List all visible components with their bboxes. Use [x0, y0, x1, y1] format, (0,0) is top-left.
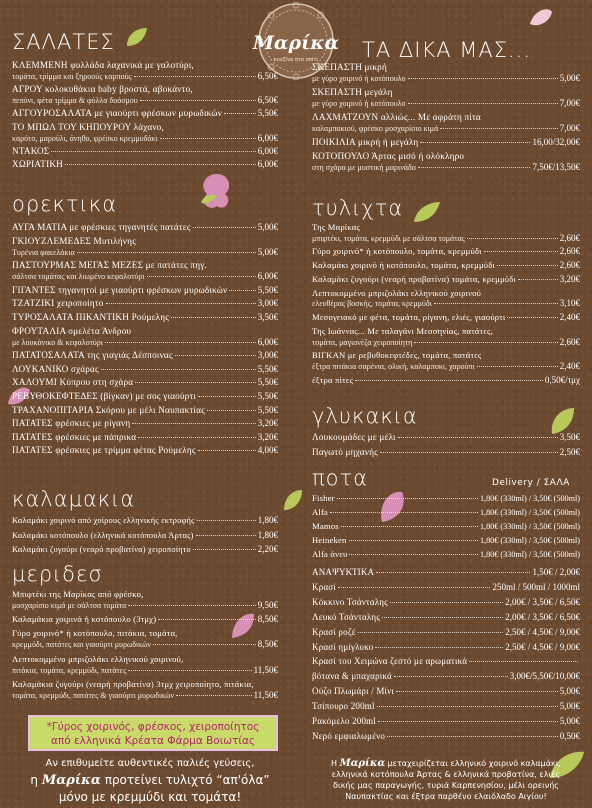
- menu-item-desc: καλαμποκιού, φρέσκο μοσχαρίσιο κιμά: [312, 124, 439, 133]
- menu-item: [12, 544, 278, 555]
- menu-item-price: 2,40€: [559, 312, 580, 323]
- menu-item-price: 4,00€: [257, 445, 278, 456]
- menu-item: [312, 507, 580, 519]
- menu-item-name: ΒΙΓΚΑΝ με ρεβυθοκεφτέδες, τομάτα, πατάτες: [312, 350, 482, 361]
- menu-item-price: 5,50€: [257, 284, 278, 295]
- menu-item: [12, 654, 278, 676]
- menu-item: [312, 597, 580, 609]
- menu-item: [12, 614, 278, 625]
- section-title-glykakia: γλυκακια: [312, 404, 418, 428]
- menu-item-price: 16,00/32,00€: [532, 137, 580, 147]
- menu-item-name: Κρασί του Χειμώνα ζεστό με αρωματικά: [312, 656, 468, 667]
- menu-item: [312, 246, 580, 257]
- menu-item-name: Λευκό Τσάνταλης: [312, 611, 381, 622]
- menu-item: [312, 447, 580, 458]
- menu-item: [12, 364, 278, 375]
- logo-tagline: κουζίνα στο σπίτι: [273, 57, 319, 63]
- menu-item-price: 2,20€: [257, 544, 278, 555]
- menu-item-price: 6,50€: [257, 71, 278, 81]
- menu-item: [312, 151, 580, 173]
- menu-item-price: 6,00€: [257, 271, 278, 282]
- menu-item: [312, 312, 580, 323]
- menu-item-price: 9,50€: [257, 600, 278, 610]
- menu-item-name: ΑΓΓΟΥΡΟΣΑΛΑΤΑ με γιαούρτι φρέσκων μυρωδικών: [12, 108, 222, 119]
- menu-item-price: 3,00€: [257, 298, 278, 309]
- menu-item-name: ΤΥΡΟΣΑΛΑΤΑ ΠΙΚΑΝΤΙΚΗ Ρούμελης: [12, 312, 170, 322]
- menu-item-name: Νερό εμφιαλωμένο: [312, 730, 386, 741]
- menu-item-price: 5,00€: [559, 686, 580, 697]
- menu-item-name: ΤΖΑΤΖΙΚΙ χειροποίητο: [12, 298, 104, 309]
- menu-item-name: Της Μαρίκας: [312, 222, 361, 232]
- menu-item-price: 3,10€: [559, 298, 580, 309]
- menu-item-price: 6,00€: [257, 145, 278, 156]
- section-title-orektika: ορεκτικα: [12, 192, 118, 216]
- menu-item: [12, 445, 278, 456]
- menu-item-name: Μπιφτέκι της Μαρίκας από φρέσκο,: [12, 589, 144, 599]
- menu-item-desc: κρεμμύδι, πατάτες και γιαούρτι μυρωδικών: [12, 640, 151, 650]
- menu-item: [312, 521, 580, 533]
- menu-item-name: Alfa άνευ: [312, 549, 348, 559]
- menu-item-price: 6,00€: [257, 132, 278, 143]
- menu-item-price: 3,50€: [257, 312, 278, 322]
- menu-item: [312, 535, 580, 547]
- footer-left-line-2: [20, 772, 280, 789]
- menu-item-price: 3,20€: [257, 418, 278, 429]
- leaf-icon: [412, 200, 442, 224]
- menu-item: [312, 493, 580, 505]
- menu-item-name: Ούζο Πλωμάρι / Μίνι: [312, 686, 395, 697]
- menu-item-name: Fisher: [312, 493, 335, 503]
- menu-item-price: 1,80€: [257, 529, 278, 540]
- menu-item-price: 2,50€ / 4,50€ / 9,00€: [505, 641, 580, 652]
- menu-item-price: 250ml / 500ml / 1000ml: [492, 581, 580, 592]
- menu-item-name: ΝΤΑΚΟΣ: [12, 145, 50, 156]
- menu-item-name: ΠΑΤΑΤΕΣ φρέσκιες με πάπρικα: [12, 431, 137, 442]
- menu-item-price: 3,20€: [257, 431, 278, 442]
- footer-right-note: [306, 758, 586, 802]
- menu-item: [312, 326, 580, 348]
- menu-item-desc: τομάτα, τρίμμα και ξηροούς καρπούς: [12, 72, 132, 81]
- menu-item-name: ΚΟΤΟΠΟΥΛΟ Άρτας μισό ή ολόκληρο: [312, 151, 465, 161]
- menu-item-price: 0,50€/τμχ: [544, 374, 580, 385]
- menu-item: [12, 236, 278, 258]
- menu-item-desc: στη σχάρα με μυστική μαρινάδα: [312, 163, 416, 172]
- menu-item-desc: με γύρο χοιρινό ή κοτόπουλο: [312, 99, 406, 108]
- menu-item: [312, 350, 580, 372]
- menu-item-desc: μοσχαρίσιο κιμά με σάλτσα τομάτα: [12, 601, 127, 610]
- menu-item-price: 5,50€: [257, 108, 278, 119]
- menu-item-name: ΑΥΓΑ ΜΑΤΙΑ με φρέσκιες τηγανητές πατάτες: [12, 222, 191, 232]
- menu-item-price: 1,80€ (330ml) / 3,50€ (500ml): [479, 550, 580, 559]
- menu-item-name: ΧΑΛΟΥΜΙ Κύπρου στη σχάρα: [12, 377, 134, 388]
- menu-item-name: Της Ιωάννας... Με ταλαγάνι Μεσσηνίας, πατάτες,: [312, 326, 493, 336]
- menu-item-name: ΛΟΥΚΑΝΙΚΟ σχάρας: [12, 363, 99, 374]
- menu-item-price: 6,00€: [257, 159, 278, 169]
- flower-icon: [195, 170, 239, 214]
- menu-item-name: Μεσογειακό με φέτα, τομάτα, ρίγανη, ελιές, γιαούρτι: [312, 312, 506, 323]
- menu-item-name: ΚΛΕΜΜΕΝΗ φυλλάδα λαχανικά με γαλοτύρι,: [12, 60, 194, 70]
- menu-item: [312, 567, 580, 579]
- menu-item-name: ΛΑΧΜΑΤΖΟΥΝ αλλιώς... Με αφράτη πίτα: [312, 112, 481, 122]
- menu-item-price: 2,60€: [559, 246, 580, 257]
- menu-item-name: Heineken: [312, 535, 347, 545]
- menu-item-name: Καλαμάκια χοιρινά ή κοτόπουλο (3τμχ): [12, 614, 157, 625]
- menu-item-price: 5,50€: [257, 377, 278, 388]
- menu-item-price: 7,50€/13,50€: [532, 162, 580, 172]
- menu-item-price: 1,80€: [257, 515, 278, 525]
- petal-icon: [528, 6, 554, 28]
- menu-item: [312, 701, 580, 713]
- menu-item-name: ΧΩΡΙΑΤΙΚΗ: [12, 159, 63, 169]
- menu-item-price: 3,00€/5,50€/10,00€: [509, 671, 580, 682]
- menu-item-price: 8,50€: [257, 614, 278, 625]
- menu-item: [12, 432, 278, 443]
- menu-item: [12, 260, 278, 282]
- menu-item-name: Καλαμάκι κοτόπουλο (ελληνικά κοτόπουλα Άρτας): [12, 530, 194, 540]
- section-title-salates: ΣΑΛΑΤΕΣ: [12, 30, 115, 54]
- menu-item: [12, 159, 278, 170]
- menu-item-name: Λεπτοκομμένο μπριζολάκι ελληνικού χοιρινού,: [12, 653, 184, 664]
- menu-item-price: 2,00€ / 3,50€ / 6,50€: [505, 611, 580, 622]
- menu-item-price: 3,00€: [257, 350, 278, 361]
- menu-item: [12, 222, 278, 233]
- menu-item-name: Γύρο χοιρινό* ή κοτόπουλο, πιτάκια, τομάτα,: [12, 628, 178, 639]
- menu-item: [312, 432, 580, 443]
- menu-item-price: 5,50€: [257, 391, 278, 401]
- footer-right-text-4: Ναυπακτίας και έξτρα παρθένο ελαιόλαδο Αιγίου!: [345, 792, 547, 801]
- menu-item: [12, 391, 278, 402]
- menu-item: [12, 405, 278, 416]
- menu-item-desc: τομάτα, μαγιονέζα χειροποίητη: [312, 337, 413, 347]
- menu-item-desc: με λουκάνικο & κεφαλοτύρι: [12, 337, 103, 347]
- menu-item-name: ΓΚΙΟΥΖΛΕΜΕΔΕΣ Μυτιλήνης: [12, 235, 136, 246]
- leaf-icon: [282, 488, 304, 512]
- menu-item: [312, 137, 580, 148]
- menu-item-desc: έξτρα πιτάκια σαρένια, ολική, καλαμποκι, χαρούπι: [312, 361, 475, 371]
- leaf-icon: [125, 26, 149, 48]
- menu-item-desc: πεπόνι, φέτα τρίμμα & φύλλα δυόσμου: [12, 96, 138, 106]
- footer-right-text-2: ελληνικά κοτόπουλα Άρτας & ελληνικά προβατίνα, ελιές: [331, 770, 561, 779]
- menu-item-name: ΠΑΤΑΤΕΣ φρέσκιες με τρίμμα φέτας Ρούμελης: [12, 445, 196, 456]
- menu-item-price: 2,00€ / 3,50€ / 6,50€: [505, 596, 580, 607]
- menu-item-name: Κρασί ροζέ: [312, 626, 356, 637]
- menu-item-name: ΤΡΑΧΑΝΟΠΙΤΑΡΙΑ Σκόρου με μέλι Ναυπακτίας: [12, 404, 205, 415]
- menu-item-desc: ελευθέρας βοσκής, τομάτα, κρεμμύδι: [312, 299, 432, 309]
- menu-item: [12, 122, 278, 144]
- menu-item: [12, 84, 278, 106]
- menu-item-price: 5,00€: [257, 222, 278, 232]
- menu-item-name: ΠΑΤΑΤΟΣΑΛΑΤΑ της γιαγιάς Δέσποινας: [12, 350, 173, 361]
- banner-line-2: από ελληνικά Κρέατα Φάρμα Βοιωτίας: [50, 735, 256, 747]
- menu-item-price: 3,20€: [559, 274, 580, 284]
- menu-item: [312, 612, 580, 624]
- menu-item: [12, 679, 278, 701]
- footer-left-pre: η: [30, 773, 38, 787]
- menu-item-price: 0,50€: [559, 730, 580, 741]
- section-title-kalamakia: καλαμακια: [12, 487, 136, 511]
- menu-item-name: Καλαμάκια ζυγούρι (νεαρή προβατίνα) 3τμχ χειροποίητο, πιτάκια,: [12, 678, 254, 689]
- menu-item-name: Ρακόμελο 200ml: [312, 716, 377, 726]
- menu-item-name: ΑΓΡΟΥ κολοκυθάκια baby βροστά, αβοκάντο,: [12, 84, 193, 95]
- menu-item-price: 6,50€: [257, 95, 278, 106]
- menu-item: [12, 377, 278, 388]
- menu-item-price: 11,50€: [253, 689, 278, 700]
- delivery-label: Delivery / ΣΑΛΑ: [492, 478, 570, 488]
- menu-item-name: ΣΚΕΠΑΣΤΗ μικρή: [312, 62, 387, 72]
- menu-item-name: ΠΑΤΑΤΕΣ φρέσκιες με ρίγανη: [12, 418, 131, 429]
- menu-item-price: 5,00€: [559, 73, 580, 83]
- menu-item-name: ΑΝΑΨΥΚΤΙΚΑ: [312, 567, 375, 577]
- menu-item-name: Λουκουμάδες με μέλι: [312, 432, 396, 442]
- menu-item-desc: με γύρο χοιρινό ή κοτόπουλο: [312, 74, 406, 83]
- menu-item: [312, 288, 580, 310]
- menu-item: [12, 312, 278, 323]
- footer-left-line-3: μόνο με κρεμμύδι και τομάτα!: [58, 790, 242, 804]
- menu-item-name: Καλαμάκι ζυγούρι (νεαρή προβατίνα) τομάτα, κρεμμύδι: [312, 274, 516, 284]
- menu-item-price: 5,50€: [257, 404, 278, 415]
- banner-line-1: *Γύρος χοιρινός, φρέσκος, χειροποίητος: [46, 721, 260, 733]
- menu-item-desc: καρότο, μαρούλι, άνηθο, φρέσκο κρεμμυδάκι: [12, 133, 158, 143]
- menu-item-name: Κρασί: [312, 581, 336, 592]
- menu-item-price: 2,60€: [559, 260, 580, 271]
- menu-item-name: Καλαμάκι ζυγούρι (νεαρό προβατίνα) χειροποίητο: [12, 545, 191, 555]
- menu-item-name: Alfa: [312, 507, 329, 517]
- menu-item: [12, 60, 278, 82]
- menu-item: [312, 549, 580, 561]
- menu-item-name: Παγωτό μηχανής: [312, 447, 378, 457]
- menu-item: [312, 375, 580, 386]
- menu-item-name: έξτρα πίτες: [312, 374, 354, 385]
- menu-item-price: 11,50€: [253, 664, 278, 675]
- footer-right-pre: Η: [331, 759, 338, 768]
- gyros-banner: [28, 715, 278, 751]
- menu-item: [312, 260, 580, 271]
- footer-right-text-1: μεταχειρίζεται ελληνικό χοιρινό καλαμάκι,: [387, 759, 561, 768]
- menu-item-name: ΤΟ ΜΠΩΛ ΤΟΥ ΚΗΠΟΥΡΟΥ λάχανο,: [12, 121, 164, 132]
- menu-item-name: Κόκκινο Τσάνταλης: [312, 596, 388, 607]
- menu-item-price: 5,50€: [257, 363, 278, 374]
- menu-item-price: 1,80€ (330ml) / 3,50€ (500ml): [479, 522, 580, 531]
- menu-item: [12, 326, 278, 348]
- menu-item: [12, 146, 278, 157]
- menu-item-desc: Τυρένια φακελάκια: [12, 247, 75, 257]
- menu-item: [312, 274, 580, 285]
- menu-item-name: Τσίπουρο 200ml: [312, 701, 375, 712]
- menu-item: [312, 731, 580, 743]
- menu-item-price: 3,50€: [559, 432, 580, 442]
- menu-item-desc: πιτάκια, τομάτα, κρεμμύδι, πατάτες: [12, 665, 127, 675]
- footer-left-line-1: Αν επιθυμείτε αυθεντικές παλιές γεύσεις,: [45, 758, 255, 769]
- menu-item-price: 2,50€ / 4,50€ / 9,00€: [505, 626, 580, 637]
- menu-item-price: 5,00€: [559, 716, 580, 726]
- menu-item-name: Κρασί ημίγλυκο: [312, 641, 374, 652]
- menu-item: [12, 628, 278, 650]
- menu-item-price: 5,00€: [559, 701, 580, 712]
- menu-item-desc: τομάτα, κρεμμύδι, πατάτες & γιαούρτι μυρωδικών: [12, 690, 175, 700]
- menu-item: [12, 350, 278, 361]
- menu-item-price: 1,50€ / 2,00€: [532, 567, 580, 577]
- menu-item: [312, 87, 580, 109]
- menu-item-price: 2,50€: [559, 447, 580, 457]
- menu-item: [312, 112, 580, 134]
- menu-item-name: ΠΟΙΚΙΛΙΑ μικρή ή μεγάλη: [312, 137, 419, 147]
- logo-name: Μαρίκα: [252, 32, 340, 54]
- footer-right-brand: Μαρίκα: [339, 758, 386, 769]
- menu-item: [312, 671, 580, 683]
- menu-item-price: 2,60€: [559, 336, 580, 347]
- menu-item: [312, 656, 580, 668]
- menu-item-price: 2,60€: [559, 232, 580, 243]
- footer-left-brand: Μαρίκα: [41, 773, 101, 788]
- menu-item-name: ΠΑΣΤΟΥΡΜΑΣ ΜΕΓΑΣ ΜΕΖΕΣ με πατάτες πηγ.: [12, 260, 207, 271]
- menu-item-price: 7,00€: [559, 98, 580, 108]
- menu-item: [312, 62, 580, 84]
- section-title-merides: μεριδεσ: [12, 562, 103, 586]
- menu-item-name: Καλαμάκι χοιρινό ή κοτόπουλο, τομάτα, κρεμμύδι: [312, 260, 495, 271]
- menu-item-desc: μπιφτέκι, τομάτα, κρεμμύδι με σάλτσα τομάτας: [312, 233, 465, 243]
- menu-item-name: ΦΡΟΥΤΑΛΙΑ ομελέτα Άνδρου: [12, 325, 132, 336]
- menu-item-price: 7,00€: [559, 123, 580, 133]
- footer-right-text-3: δικής μας παραγωγής, τυριά Καρπενησίου, μέλι ορεινής: [332, 781, 560, 790]
- menu-item: [312, 686, 580, 698]
- menu-item-name: βότανα & μπαχαρικά: [312, 671, 392, 682]
- menu-item: [12, 530, 278, 541]
- menu-item: [312, 582, 580, 594]
- menu-item-name: Λεπτοκομμένο μπριζολάκι ελληνικού χοιρινού: [312, 287, 482, 298]
- menu-item-price: 1,80€ (330ml) / 3,50€ (500ml): [479, 494, 580, 503]
- menu-item: [312, 222, 580, 244]
- menu-item: [312, 716, 580, 728]
- menu-item-price: 1,80€ (330ml) / 3,50€ (500ml): [479, 508, 580, 517]
- footer-left-post: προτείνει τυλιχτό “απ'όλα”: [104, 773, 270, 787]
- menu-item-name: Γύρο χοιρινό* ή κοτόπουλο, τομάτα, κρεμμύδι: [312, 246, 482, 257]
- menu-item: [312, 642, 580, 654]
- menu-item-desc: σάλτσα τομάτας και λιωμένο κεφαλοτύρι: [12, 272, 145, 282]
- menu-item-name: ΓΙΓΑΝΤΕΣ τηγανητοί με γιαούρτι φρέσκων μυρωδικών: [12, 284, 228, 295]
- menu-item-name: Mamos: [312, 521, 339, 531]
- menu-item: [12, 108, 278, 119]
- menu-item-price: 2,40€: [559, 360, 580, 371]
- menu-item: [12, 418, 278, 429]
- menu-item-price: 1,80€ (330ml) / 3,50€ (500ml): [479, 536, 580, 545]
- section-title-ta-dika-mas: ΤΑ ΔΙΚΑ ΜΑΣ...: [362, 38, 532, 62]
- menu-item-name: ΡΕΒΥΘΟΚΕΦΤΕΔΕΣ (βίγκαν) με σος γιαούρτι: [12, 391, 197, 401]
- section-title-tylixta: τυλιχτα: [312, 196, 404, 220]
- menu-item: [12, 589, 278, 611]
- menu-item: [12, 298, 278, 309]
- menu-item: [12, 515, 278, 526]
- menu-item-name: ΣΚΕΠΑΣΤΗ μεγάλη: [312, 87, 393, 97]
- section-title-pota: ποτα: [312, 466, 368, 490]
- menu-item-price: 8,50€: [257, 639, 278, 650]
- menu-item-price: 5,00€: [257, 246, 278, 257]
- menu-item-price: 6,00€: [257, 336, 278, 347]
- footer-left-note: [20, 756, 280, 805]
- menu-item: [12, 285, 278, 296]
- menu-item-name: Καλαμάκι χοιρινό από χοίρους ελληνικής εκτροφής: [12, 516, 195, 525]
- menu-item: [312, 627, 580, 639]
